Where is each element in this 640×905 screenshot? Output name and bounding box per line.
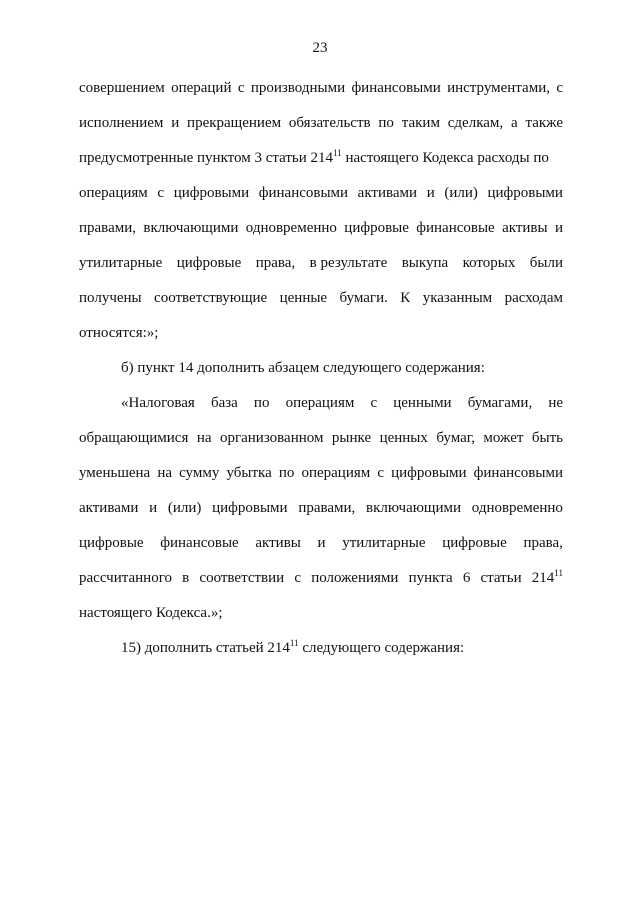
p1-line-7: [79, 288, 563, 308]
word: быть: [531, 430, 563, 446]
p1-line-3-text-b: настоящего Кодекса расходы по: [341, 150, 549, 166]
word: а: [510, 115, 518, 131]
word: соответствующие: [154, 290, 268, 306]
p1-line-2: [79, 113, 563, 133]
word: с: [377, 465, 385, 481]
word: финансовыми: [473, 465, 563, 481]
word: ценными: [393, 395, 452, 411]
word: с: [237, 80, 245, 96]
word: одновременно: [471, 500, 563, 516]
word: и: [317, 535, 326, 551]
word: активы: [502, 220, 548, 236]
word: ценные: [279, 290, 328, 306]
word: статьи: [480, 570, 522, 586]
word: цифровые: [442, 535, 507, 551]
word: права,: [523, 535, 563, 551]
word: сумму: [179, 465, 220, 481]
word: прекращением: [187, 115, 282, 131]
p4-line-1: [121, 638, 563, 658]
word: таким: [401, 115, 440, 131]
word: $214^{11}$: [531, 568, 563, 586]
word: цифровые: [79, 535, 144, 551]
word: также: [525, 115, 563, 131]
word: с: [556, 80, 563, 96]
word: правами,: [79, 220, 136, 236]
word: финансовые: [416, 220, 495, 236]
word: финансовые: [160, 535, 239, 551]
word: расходам: [504, 290, 563, 306]
word: и: [171, 115, 180, 131]
word: цифровые: [344, 220, 409, 236]
word: операциям: [79, 185, 148, 201]
word: соответствии: [199, 570, 285, 586]
word: бумагами,: [467, 395, 533, 411]
p1-line-4: [79, 183, 563, 203]
word: сделкам,: [447, 115, 504, 131]
word: включающими: [143, 220, 239, 236]
word: пункта: [408, 570, 453, 586]
p3-line-3: [79, 463, 563, 483]
word: активами: [357, 185, 418, 201]
word: по: [378, 115, 394, 131]
p1-line-3: [79, 148, 563, 168]
word: положениями: [311, 570, 399, 586]
word: утилитарные: [79, 255, 163, 271]
word: утилитарные: [342, 535, 426, 551]
word: инструментами,: [447, 80, 550, 96]
word: (или): [444, 185, 478, 201]
word: правами,: [298, 500, 356, 516]
word: не: [548, 395, 563, 411]
word: по: [278, 465, 295, 481]
p1-line-1: [79, 78, 563, 98]
word: бумаг,: [436, 430, 475, 446]
word: уменьшена: [79, 465, 151, 481]
word: получены: [79, 290, 142, 306]
word: и: [149, 500, 158, 516]
word: с: [294, 570, 302, 586]
p4-text-b: следующего содержания:: [298, 640, 465, 656]
p1-line-6: [79, 253, 563, 273]
p3-line-6: [79, 568, 563, 588]
word: в: [182, 570, 190, 586]
word: обязательств: [288, 115, 371, 131]
word: активы: [255, 535, 301, 551]
word: может: [483, 430, 524, 446]
word: включающими: [366, 500, 462, 516]
word: «Налоговая: [121, 395, 195, 411]
word: цифровыми: [212, 500, 288, 516]
p3-line-1: [121, 393, 563, 413]
p1-line-5: [79, 218, 563, 238]
word: цифровыми: [391, 465, 467, 481]
word: (или): [167, 500, 202, 516]
word: рассчитанного: [79, 570, 172, 586]
p3-line-5: [79, 533, 563, 553]
word: К: [400, 290, 411, 306]
word: по: [253, 395, 270, 411]
word: операций: [171, 80, 232, 96]
word: ценных: [379, 430, 428, 446]
word: на: [157, 465, 172, 481]
p4-text-a: 15) дополнить статьей 214: [121, 640, 290, 656]
p3-line-7: настоящего Кодекса.»;: [79, 605, 223, 621]
superscript-11: 11: [289, 638, 299, 648]
word: и: [554, 220, 563, 236]
word: операциям: [301, 465, 371, 481]
p1-line-3-text-a: предусмотренные пунктом 3 статьи 214: [79, 150, 334, 166]
word: организованном: [219, 430, 324, 446]
word: с: [157, 185, 165, 201]
word: цифровыми: [173, 185, 250, 201]
word: производными: [250, 80, 346, 96]
word: бумаги.: [339, 290, 388, 306]
word: были: [529, 255, 563, 271]
word: обращающимися: [79, 430, 189, 446]
word: одновременно: [245, 220, 337, 236]
word: в результате: [309, 255, 388, 271]
superscript-11: 11: [554, 568, 563, 578]
word: база: [210, 395, 238, 411]
word: 6: [462, 570, 471, 586]
word: указанным: [422, 290, 493, 306]
word: права,: [255, 255, 296, 271]
word: с: [370, 395, 378, 411]
p1-line-8: относятся:»;: [79, 325, 159, 341]
word: цифровыми: [487, 185, 563, 201]
word: рынке: [331, 430, 372, 446]
word: на: [196, 430, 212, 446]
word: финансовыми: [351, 80, 441, 96]
word: финансовыми: [258, 185, 349, 201]
word: исполнением: [79, 115, 164, 131]
superscript-11: 11: [333, 148, 342, 158]
word: операциям: [285, 395, 355, 411]
word: которых: [462, 255, 516, 271]
p2-line-1: б) пункт 14 дополнить абзацем следующего содержания:: [121, 360, 485, 376]
word: и: [426, 185, 435, 201]
page-number: 23: [312, 40, 328, 56]
p3-line-4: [79, 498, 563, 518]
word: совершением: [79, 80, 165, 96]
word: убытка: [226, 465, 272, 481]
word: цифровые: [176, 255, 242, 271]
p3-line-2: [79, 428, 563, 448]
word: выкупа: [401, 255, 449, 271]
word: активами: [79, 500, 139, 516]
